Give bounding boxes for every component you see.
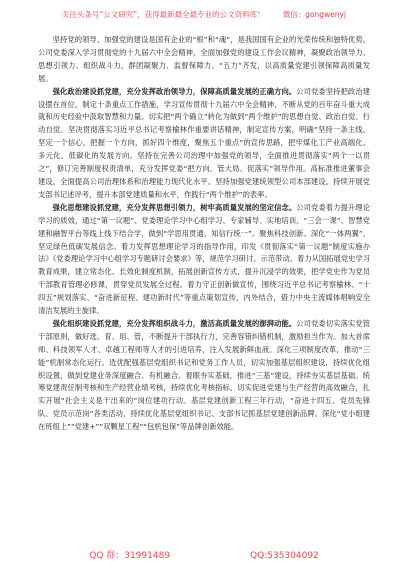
section-political-text: 公司党委坚持把政治建设摆在首位，制定十条重点工作措施，学习宣传贯彻十九届六中全会精神，不断从党的百年奋斗重大成就和历史经验中汲取智慧和力量。切实把“两个确立”转化为做到“两个维护”的思想自觉、政治自觉、行动自觉。坚决贯彻落实习近平总书记考察榆林作重要讲话精神，制定宣传方案，明确“坚持一条主线，坚定一个信心，把握一个方向，抓好四个维度，聚焦五个重点”的宣传思路，把牢煤化工产业高端化、多元化、低碳化的发展方向。坚持在完善公司治理中加强党的领导，全面推进贯彻落实“两个一以贯之”，修订完善制度权责清单，充分发挥党委“把方向、管大局、促落实”领导作用。高标准推进董事会建设，全面提高公司治理体系和治理能力现代化水平。坚持加强党建统领型公司本部建设，持续开展党支部书记述评考，提升本部党建质量和水平，作践行“两个维护”的表率。 [38,86,370,199]
footer-qq-number: QQ:535304092 [250,551,319,561]
document-body [38,34,370,434]
section-ideology-title: 强化思想建设抓党建，充分发挥思想引领力，树牢高质量发展的坚定信念。 [52,202,297,212]
footer-qq-group: QQ 群：31991489 [89,551,171,561]
intro-paragraph [38,34,370,86]
section-ideology-text: 公司党委着力提升理论学习的质效，通过“第一议题”、党委理论学习中心组学习、专家辅导、实地培训、“三会一课”、智慧党建和融智平台等线上线下结合学，做到“学思用贯通、知信行统一”。聚焦科技创新、深化“一体两翼”、坚定绿色低碳发展信念。着力发挥思想理论学习的指导作用，印发《贯彻落实“第一议题”制度实施办法》《党委理论学习中心组学习专题研讨会要求》等，规范学习研讨、示范带动。着力从国拓展党史学习教育成果，建立常态化、长效化制度机制，拓展创新宣传方式，提升沉浸学的效果，把学党史作为党员干部教育管理必修课，贯穿党员发展全过程。着力守正创新做宣传，围绕习近平总书记考察榆林、“十四五”规划落实、“奋进新征程、建功新时代”等重点策划宣传，内外结合，借力中央主流媒体唱响安全清洁发展的主旋律。 [38,202,371,316]
section-organization-text: 公司党委切实落实党管干部原则，做好选、育、用、管，不断提升干部执行力，完善容错纠错机制，激励担当作为。加大首席师、科技领军人才、卓越工程师等人才的引进培养，注入发展新鲜血液。深化三项制度改革，推动“三能”机制常态化运行。选优配强基层党组织书记和党务工作人员，切实加强基层组织建设，持续优化组织设置，做到党建业务深度融合、有机融合。着眼夯实基础，推进“三基”建设，持续夯实基层基础。统筹党建责任制考核和生产经营业绩考核，持续优化考核指标，切实促进党建与生产经营的高效融合，扎实开展“社会主义是干出来的”岗位建功行动。基层党建创新工程三年行动，“奋进十四五、党员先锋队、党员示范岗”各类活动，持续优化基层党组织书记、支部书记抓基层党建创新品牌。深化“党小组建在班组上”“党建+”“双颗星工程”“包机包保”等品牌创新效能。 [38,318,370,432]
footer-contact [0,548,408,561]
header-promo-text: 关注头条号“公文研究”，获得最新最全最专业的公文资料库！ [61,10,265,19]
header-wechat-text: 微信：gongwenyj [282,10,347,19]
section-ideology-paragraph [38,202,370,318]
section-political-title: 强化政治建设抓党建，充分发挥政治领导力，保障高质量发展的正确方向。 [52,86,297,96]
section-organization-title: 强化组织建设抓党建，充分发挥组织战斗力，激活高质量发展的澎湃动能。 [52,318,297,328]
section-organization-paragraph [38,318,370,434]
section-political-paragraph [38,86,370,202]
header-banner [0,10,408,20]
intro-text: 坚持党的领导、加强党的建设是国有企业的“根”和“魂”，是我国国有企业的光荣传统和独特优势。公司党委深入学习贯彻党的十九届六中全会精神，全面加强党的建设工作会议精神，凝聚政治领导力、思想引领力、组织战斗力，群团凝聚力、监督保障力、“五力”齐发，以高质量党建引领保障高质量发展。 [38,35,370,83]
